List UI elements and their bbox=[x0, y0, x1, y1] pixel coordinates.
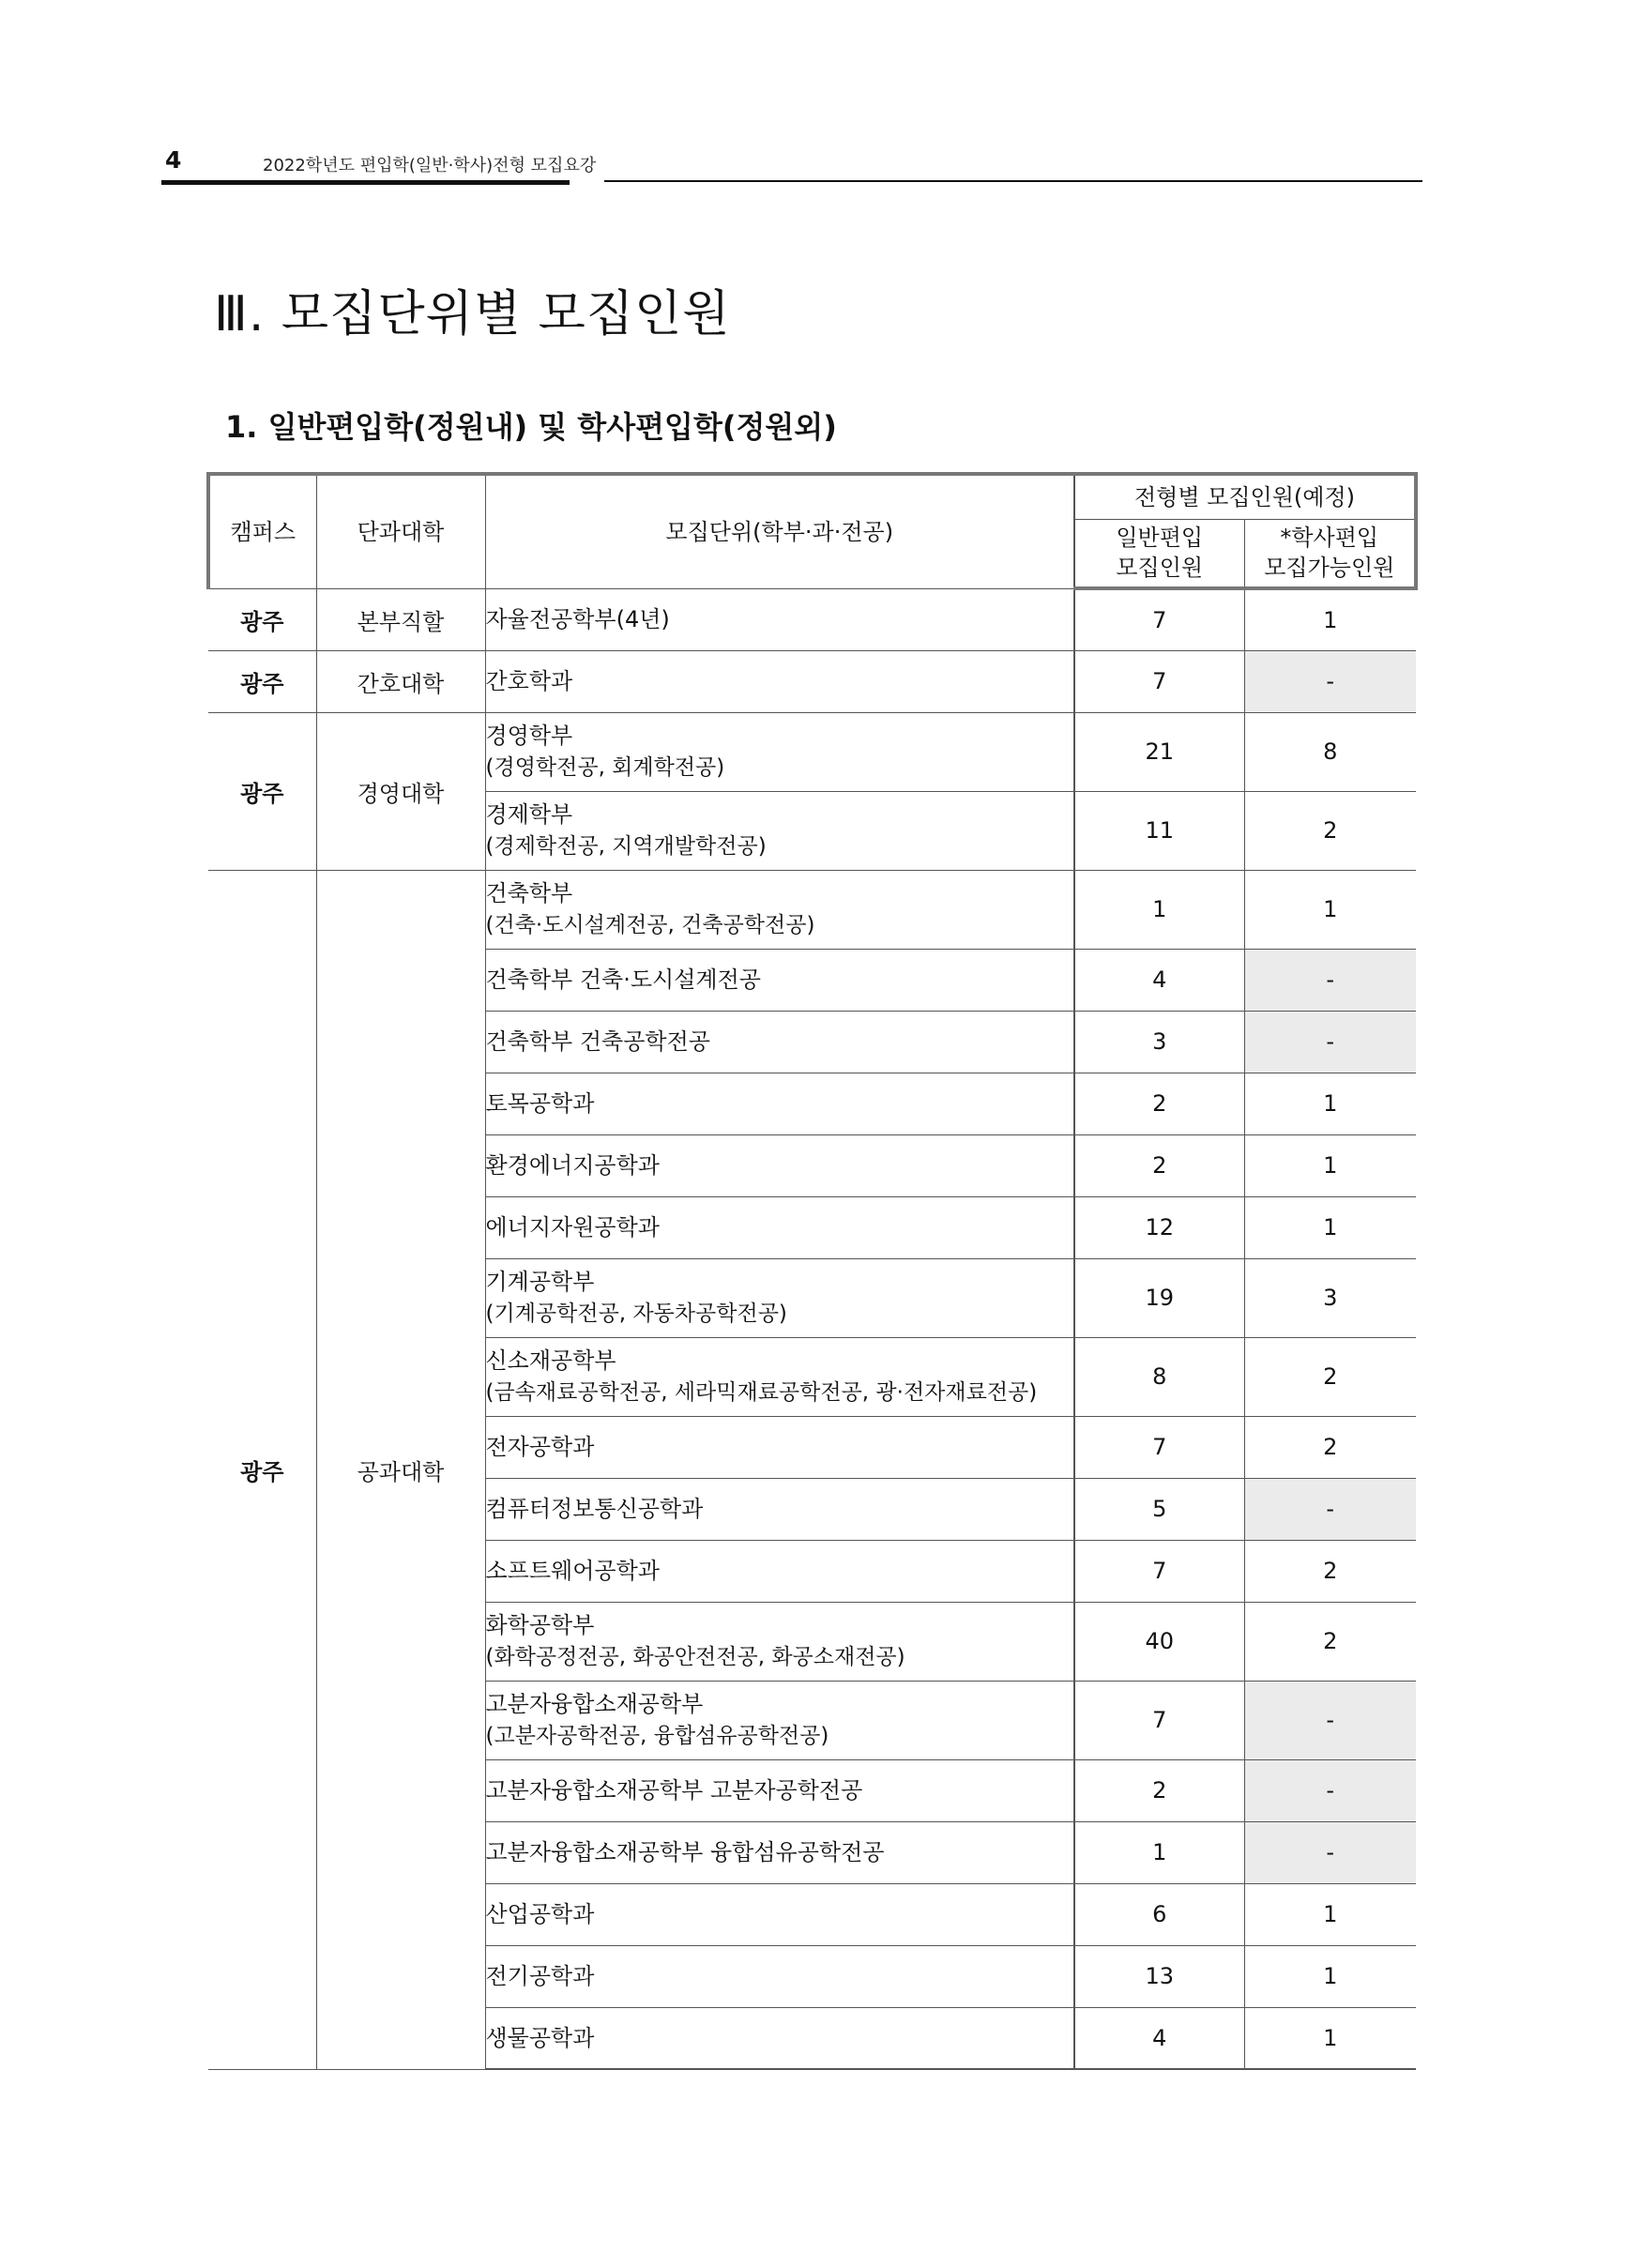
page-number: 4 bbox=[165, 146, 182, 174]
unit-majors: (기계공학전공, 자동차공학전공) bbox=[485, 1301, 787, 1326]
bachelor-count-cell: 8 bbox=[1244, 712, 1416, 791]
bachelor-count-cell: 1 bbox=[1244, 2007, 1416, 2069]
general-count-cell: 12 bbox=[1074, 1196, 1244, 1258]
unit-name: 고분자융합소재공학부 bbox=[485, 1691, 704, 1717]
general-count-cell: 7 bbox=[1074, 650, 1244, 712]
unit-cell bbox=[485, 1945, 1074, 2007]
general-count-cell: 7 bbox=[1074, 1416, 1244, 1478]
unit-cell bbox=[485, 1011, 1074, 1073]
college-cell: 간호대학 bbox=[316, 650, 485, 712]
campus-cell: 광주 bbox=[208, 712, 316, 870]
general-count-cell: 19 bbox=[1074, 1258, 1244, 1337]
bachelor-count-cell: 2 bbox=[1244, 1337, 1416, 1416]
header-general bbox=[1074, 519, 1244, 588]
unit-name: 화학공학부 bbox=[485, 1612, 595, 1638]
unit-name: 토목공학과 bbox=[485, 1090, 595, 1117]
unit-cell bbox=[485, 1759, 1074, 1821]
header-campus: 캠퍼스 bbox=[208, 474, 316, 588]
bachelor-count-cell: 1 bbox=[1244, 1883, 1416, 1945]
general-count-cell: 5 bbox=[1074, 1478, 1244, 1540]
unit-name: 기계공학부 bbox=[485, 1269, 595, 1295]
general-count-cell: 4 bbox=[1074, 949, 1244, 1011]
general-count-cell: 13 bbox=[1074, 1945, 1244, 2007]
college-cell: 본부직할 bbox=[316, 588, 485, 650]
unit-name: 생물공학과 bbox=[485, 2024, 595, 2051]
unit-name: 자율전공학부(4년) bbox=[485, 606, 670, 632]
college-cell: 경영대학 bbox=[316, 712, 485, 870]
bachelor-count-cell: 1 bbox=[1244, 870, 1416, 949]
table-header bbox=[208, 474, 1416, 588]
bachelor-count-cell: - bbox=[1244, 1478, 1416, 1540]
unit-cell bbox=[485, 1134, 1074, 1196]
unit-cell bbox=[485, 712, 1074, 791]
campus-cell: 광주 bbox=[208, 588, 316, 650]
general-count-cell: 8 bbox=[1074, 1337, 1244, 1416]
unit-name: 경제학부 bbox=[485, 801, 573, 828]
unit-cell bbox=[485, 1196, 1074, 1258]
general-count-cell: 1 bbox=[1074, 870, 1244, 949]
bachelor-count-cell: - bbox=[1244, 1821, 1416, 1883]
unit-cell bbox=[485, 1258, 1074, 1337]
table-body bbox=[208, 588, 1416, 2069]
bachelor-count-cell: 2 bbox=[1244, 1540, 1416, 1602]
table-row bbox=[208, 870, 1416, 949]
bachelor-count-cell: 2 bbox=[1244, 791, 1416, 870]
section-title: Ⅲ. 모집단위별 모집인원 bbox=[214, 286, 731, 342]
general-count-cell: 2 bbox=[1074, 1759, 1244, 1821]
unit-name: 건축학부 건축공학전공 bbox=[485, 1028, 710, 1055]
unit-name: 전자공학과 bbox=[485, 1434, 595, 1460]
bachelor-count-cell: 3 bbox=[1244, 1258, 1416, 1337]
header-bachelor-line1: *학사편입 bbox=[1280, 525, 1379, 552]
campus-cell: 광주 bbox=[208, 650, 316, 712]
header-unit: 모집단위(학부·과·전공) bbox=[485, 474, 1074, 588]
unit-cell bbox=[485, 1602, 1074, 1681]
general-count-cell: 2 bbox=[1074, 1073, 1244, 1134]
table-row bbox=[208, 588, 1416, 650]
header-general-line2: 모집인원 bbox=[1116, 555, 1204, 582]
header-bachelor bbox=[1244, 519, 1416, 588]
bachelor-count-cell: - bbox=[1244, 1759, 1416, 1821]
general-count-cell: 4 bbox=[1074, 2007, 1244, 2069]
general-count-cell: 7 bbox=[1074, 1681, 1244, 1759]
general-count-cell: 2 bbox=[1074, 1134, 1244, 1196]
unit-cell bbox=[485, 1073, 1074, 1134]
bachelor-count-cell: 2 bbox=[1244, 1602, 1416, 1681]
unit-cell bbox=[485, 1337, 1074, 1416]
campus-cell: 광주 bbox=[208, 870, 316, 2069]
bachelor-count-cell: 2 bbox=[1244, 1416, 1416, 1478]
unit-cell bbox=[485, 650, 1074, 712]
header-general-line1: 일반편입 bbox=[1116, 525, 1204, 552]
unit-name: 컴퓨터정보통신공학과 bbox=[485, 1496, 704, 1522]
general-count-cell: 7 bbox=[1074, 1540, 1244, 1602]
document-title: 2022학년도 편입학(일반·학사)전형 모집요강 bbox=[263, 156, 597, 175]
unit-cell bbox=[485, 1821, 1074, 1883]
recruitment-table bbox=[206, 472, 1418, 2070]
unit-name: 전기공학과 bbox=[485, 1963, 595, 1989]
bachelor-count-cell: 1 bbox=[1244, 1945, 1416, 2007]
bachelor-count-cell: 1 bbox=[1244, 588, 1416, 650]
college-cell: 공과대학 bbox=[316, 870, 485, 2069]
header-group: 전형별 모집인원(예정) bbox=[1074, 474, 1416, 519]
unit-name: 간호학과 bbox=[485, 668, 573, 694]
bachelor-count-cell: - bbox=[1244, 1011, 1416, 1073]
bachelor-count-cell: 1 bbox=[1244, 1134, 1416, 1196]
page-header bbox=[161, 141, 1422, 188]
table-row bbox=[208, 650, 1416, 712]
table-row bbox=[208, 712, 1416, 791]
general-count-cell: 7 bbox=[1074, 588, 1244, 650]
unit-majors: (건축·도시설계전공, 건축공학전공) bbox=[485, 913, 815, 937]
header-rule-thin bbox=[604, 180, 1422, 182]
unit-majors: (경제학전공, 지역개발학전공) bbox=[485, 834, 767, 859]
unit-cell bbox=[485, 1478, 1074, 1540]
general-count-cell: 21 bbox=[1074, 712, 1244, 791]
unit-majors: (금속재료공학전공, 세라믹재료공학전공, 광·전자재료전공) bbox=[485, 1380, 1038, 1405]
unit-majors: (고분자공학전공, 융합섬유공학전공) bbox=[485, 1724, 829, 1748]
unit-name: 환경에너지공학과 bbox=[485, 1152, 660, 1179]
unit-cell bbox=[485, 1416, 1074, 1478]
header-college: 단과대학 bbox=[316, 474, 485, 588]
bachelor-count-cell: - bbox=[1244, 1681, 1416, 1759]
unit-cell bbox=[485, 1681, 1074, 1759]
bachelor-count-cell: - bbox=[1244, 650, 1416, 712]
general-count-cell: 40 bbox=[1074, 1602, 1244, 1681]
unit-name: 에너지자원공학과 bbox=[485, 1214, 660, 1241]
unit-cell bbox=[485, 2007, 1074, 2069]
general-count-cell: 3 bbox=[1074, 1011, 1244, 1073]
header-rule-thick bbox=[161, 180, 570, 185]
general-count-cell: 6 bbox=[1074, 1883, 1244, 1945]
unit-name: 고분자융합소재공학부 고분자공학전공 bbox=[485, 1777, 863, 1804]
unit-majors: (경영학전공, 회계학전공) bbox=[485, 755, 725, 780]
unit-name: 고분자융합소재공학부 융합섬유공학전공 bbox=[485, 1839, 885, 1865]
unit-cell bbox=[485, 949, 1074, 1011]
general-count-cell: 11 bbox=[1074, 791, 1244, 870]
unit-name: 건축학부 bbox=[485, 880, 573, 906]
subsection-title: 1. 일반편입학(정원내) 및 학사편입학(정원외) bbox=[225, 409, 837, 445]
unit-name: 건축학부 건축·도시설계전공 bbox=[485, 967, 761, 993]
unit-cell bbox=[485, 870, 1074, 949]
unit-name: 산업공학과 bbox=[485, 1901, 595, 1927]
bachelor-count-cell: 1 bbox=[1244, 1073, 1416, 1134]
unit-cell bbox=[485, 1540, 1074, 1602]
bachelor-count-cell: 1 bbox=[1244, 1196, 1416, 1258]
general-count-cell: 1 bbox=[1074, 1821, 1244, 1883]
unit-name: 소프트웨어공학과 bbox=[485, 1558, 660, 1584]
unit-cell bbox=[485, 1883, 1074, 1945]
unit-name: 신소재공학부 bbox=[485, 1347, 616, 1374]
unit-name: 경영학부 bbox=[485, 723, 573, 749]
header-bachelor-line2: 모집가능인원 bbox=[1264, 555, 1395, 582]
unit-cell bbox=[485, 588, 1074, 650]
unit-cell bbox=[485, 791, 1074, 870]
bachelor-count-cell: - bbox=[1244, 949, 1416, 1011]
unit-majors: (화학공정전공, 화공안전전공, 화공소재전공) bbox=[485, 1645, 905, 1669]
